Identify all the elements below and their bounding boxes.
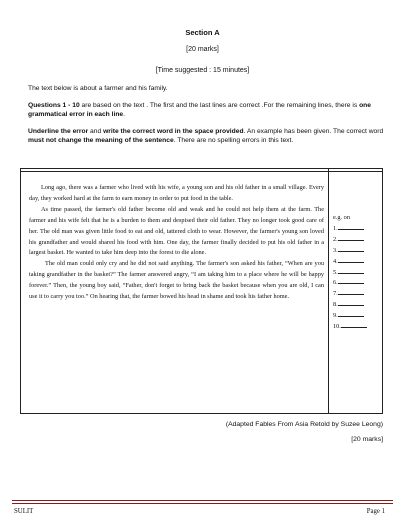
answer-number: 10.: [333, 323, 341, 331]
column-divider: [328, 169, 329, 413]
passage-paragraph: Long ago, there was a farmer who lived with his wife, a young son and his old father in a small village. Every day, they worked hard at the farm to earn money in order to put food in the table.: [29, 184, 324, 202]
answer-blank[interactable]: [338, 278, 364, 284]
instruction-text: . An example has been given. The correct word: [243, 128, 384, 135]
answer-line[interactable]: [333, 268, 381, 279]
answer-blank[interactable]: [338, 235, 364, 241]
passage-paragraph: The old man could only cry and he did not said anything. The farmer's son asked his father, “When are you taking grandfather in the basket?” The farmer answered angry, “I am taking him to a place where he will be happy forever.” Then, the young boy said, “Father, don't forget to bring back the basket because when you are old, I can use it to carry you too.” On hearing that, the farmer bowed his head in shame and took his father home.: [29, 260, 324, 301]
answer-line[interactable]: [333, 311, 381, 322]
answer-line[interactable]: [333, 289, 381, 300]
questions-range: Questions 1 - 10: [28, 102, 80, 109]
answer-line[interactable]: [333, 257, 381, 268]
answer-line[interactable]: [333, 246, 381, 257]
answer-blank[interactable]: [341, 322, 367, 328]
answer-number: 6.: [333, 279, 338, 287]
answer-line[interactable]: [333, 322, 381, 333]
page-number: Page 1: [366, 508, 385, 515]
instruction-text: and: [88, 128, 104, 135]
answer-number: 5.: [333, 268, 338, 276]
instruction-text: . There are no spelling errors in this text.: [173, 136, 294, 144]
instruction-emphasis: one grammatical error in each line: [28, 102, 371, 118]
answer-line[interactable]: [333, 224, 381, 235]
answer-blank[interactable]: [338, 224, 364, 230]
answer-blank[interactable]: [338, 300, 364, 306]
footer-rule: [12, 500, 393, 501]
answer-number: 4.: [333, 257, 338, 265]
footer-rule-thin: [12, 503, 393, 504]
underline-instruction: [28, 128, 384, 145]
answer-number: 9.: [333, 312, 338, 320]
answer-number: 1.: [333, 224, 338, 232]
answer-blank[interactable]: [338, 246, 364, 252]
instruction-text: .: [123, 110, 126, 118]
answer-line[interactable]: [333, 300, 381, 311]
answer-blank[interactable]: [338, 289, 364, 295]
answer-number: 7.: [333, 290, 338, 298]
answer-line[interactable]: [333, 235, 381, 246]
instruction-emphasis: Underline the error: [28, 128, 89, 135]
answer-column: [333, 213, 381, 333]
answer-number: 8.: [333, 301, 338, 309]
answer-number: 3.: [333, 246, 338, 254]
source-citation: (Adapted Fables From Asia Retold by Suzee Leong): [225, 421, 383, 428]
total-marks: [20 marks]: [351, 436, 383, 443]
example-answer: e.g. on: [333, 214, 350, 221]
questions-instruction: [28, 102, 384, 119]
passage-box: [20, 168, 383, 414]
instruction-text: are based on the text . The first and the last lines are correct .For the remaining lines, there is: [79, 102, 360, 109]
instruction-emphasis: write the correct word in the space provided: [103, 128, 244, 135]
answer-line[interactable]: [333, 278, 381, 289]
answer-number: 2.: [333, 235, 338, 243]
section-title: Section A: [185, 28, 220, 37]
passage-paragraph: As time passed, the farmer's old father become old and weak and he could not help them at the farm. The farmer and his wife felt that he is a burden to them and despised their old father. They no longer took good care of her. The old man was given little food to eat and old, tattered cloth to wear. However, the farmer's young son loved his grandfather and would shared his food with him. One day, the farmer finally decided to put his old father in a largest basket. He wanted to take him deep into the forest to die alone.: [29, 205, 324, 257]
intro-text: The text below is about a farmer and his family.: [28, 85, 168, 92]
time-suggested: [Time suggested : 15 minutes]: [155, 67, 250, 74]
answer-blank[interactable]: [338, 311, 364, 317]
footer-sulit: SULIT: [14, 508, 34, 515]
answer-blank[interactable]: [338, 268, 364, 274]
section-marks: [20 marks]: [186, 46, 219, 53]
instruction-emphasis: must not change the meaning of the sentence: [28, 136, 174, 144]
answer-blank[interactable]: [338, 257, 364, 263]
passage-text: [29, 183, 324, 303]
